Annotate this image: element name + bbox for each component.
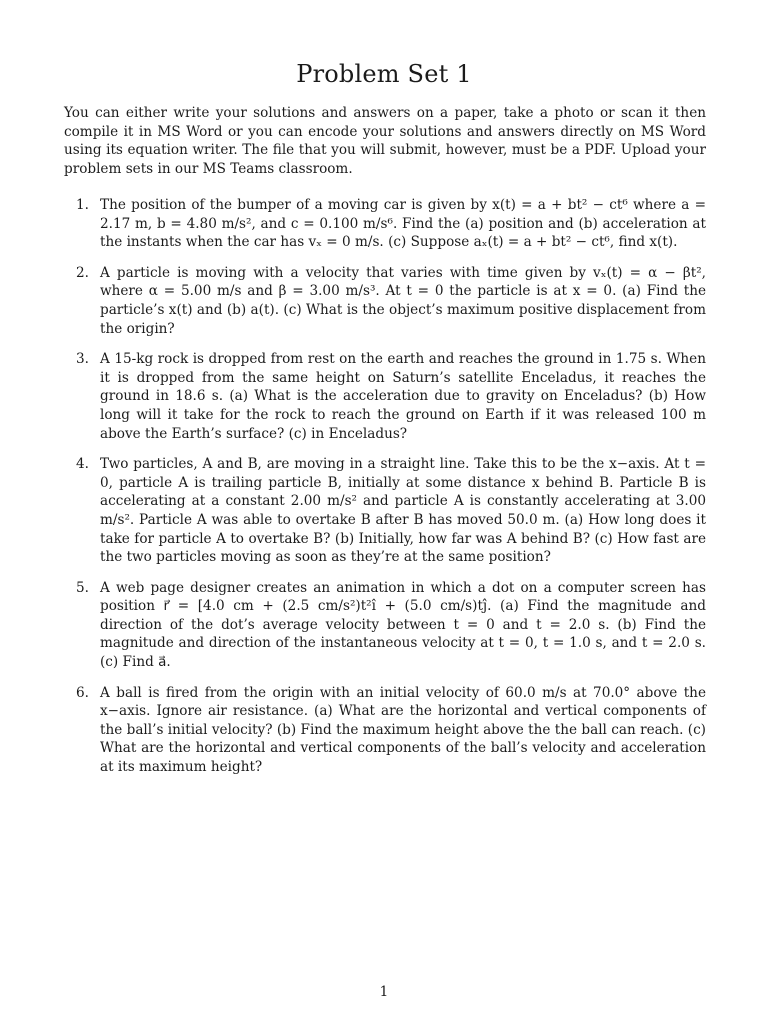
problem-text: A 15-kg rock is dropped from rest on the earth and reaches the ground in 1.75 s. When it is dropped from the same height on Saturn’s satellite Enceladus, it reaches the ground in 18.6 s. (a) What is the acceleration due to gravity on Enceladus? (b) How long will it take for the rock to reach the ground on Earth if it was released 100 m above the Earth’s surface? (c) in Enceladus? [100,351,706,442]
problem-number: 5. [76,579,89,596]
problem-text: A ball is fired from the origin with an initial velocity of 60.0 m/s at 70.0° above the x−axis. Ignore air resistance. (a) What are the horizontal and vertical components of the ball’s initial velocity? (b) Find the maximum height above the the ball can reach. (c) What are the horizontal and vertical components of the ball’s velocity and acceleration at its maximum height? [100,684,706,776]
problem-item [64,350,706,443]
problem-item [64,455,706,567]
page-number: 1 [379,984,389,1000]
intro-paragraph: You can either write your solutions and answers on a paper, take a photo or scan it then compile it in MS Word or you can encode your solutions and answers directly on MS Word using its equation writer. The file that you will submit, however, must be a PDF. Upload your problem sets in our MS Teams classroom. [64,105,706,177]
page-title: Problem Set 1 [296,60,472,88]
problem-number: 3. [76,351,89,368]
problem-list [64,196,706,789]
problem-number: 2. [76,264,89,281]
problem-text: A particle is moving with a velocity that varies with time given by vₓ(t) = α − βt², where α = 5.00 m/s and β = 3.00 m/s³. At t = 0 the particle is at x = 0. (a) Find the particle’s x(t) and (b) a(t). (c) What is the object’s maximum positive displacement from the origin? [100,264,706,337]
problem-item [64,196,706,252]
problem-item [64,684,706,777]
problem-text: The position of the bumper of a moving car is given by x(t) = a + bt² − ct⁶ where a = 2.17 m, b = 4.80 m/s², and c = 0.100 m/s⁶. Find the (a) position and (b) acceleration at the instants when the car has vₓ = 0 m/s. (c) Suppose aₓ(t) = a + bt² − ct⁶, find x(t). [100,197,706,251]
problem-number: 4. [76,456,89,473]
problem-number: 6. [76,684,89,701]
problem-text: Two particles, A and B, are moving in a straight line. Take this to be the x−axis. At t = 0, particle A is trailing particle B, initially at some distance x behind B. Particle B is accelerating at a constant 2.00 m/s² and particle A is constantly accelerating at 3.00 m/s². Particle A was able to overtake B after B has moved 50.0 m. (a) How long does it take for particle A to overtake B? (b) Initially, how far was A behind B? (c) How fast are the two particles moving as soon as they’re at the same position? [100,456,706,566]
problem-text: A web page designer creates an animation in which a dot on a computer screen has position r⃗ = [4.0 cm + (2.5 cm/s²)t²î + (5.0 cm/s)tĵ. (a) Find the magnitude and direction of the dot’s average velocity between t = 0 and t = 2.0 s. (b) Find the magnitude and direction of the instantaneous velocity at t = 0, t = 1.0 s, and t = 2.0 s. (c) Find a⃗. [100,579,706,671]
problem-item [64,264,706,338]
problem-number: 1. [76,197,89,213]
problem-item [64,579,706,672]
